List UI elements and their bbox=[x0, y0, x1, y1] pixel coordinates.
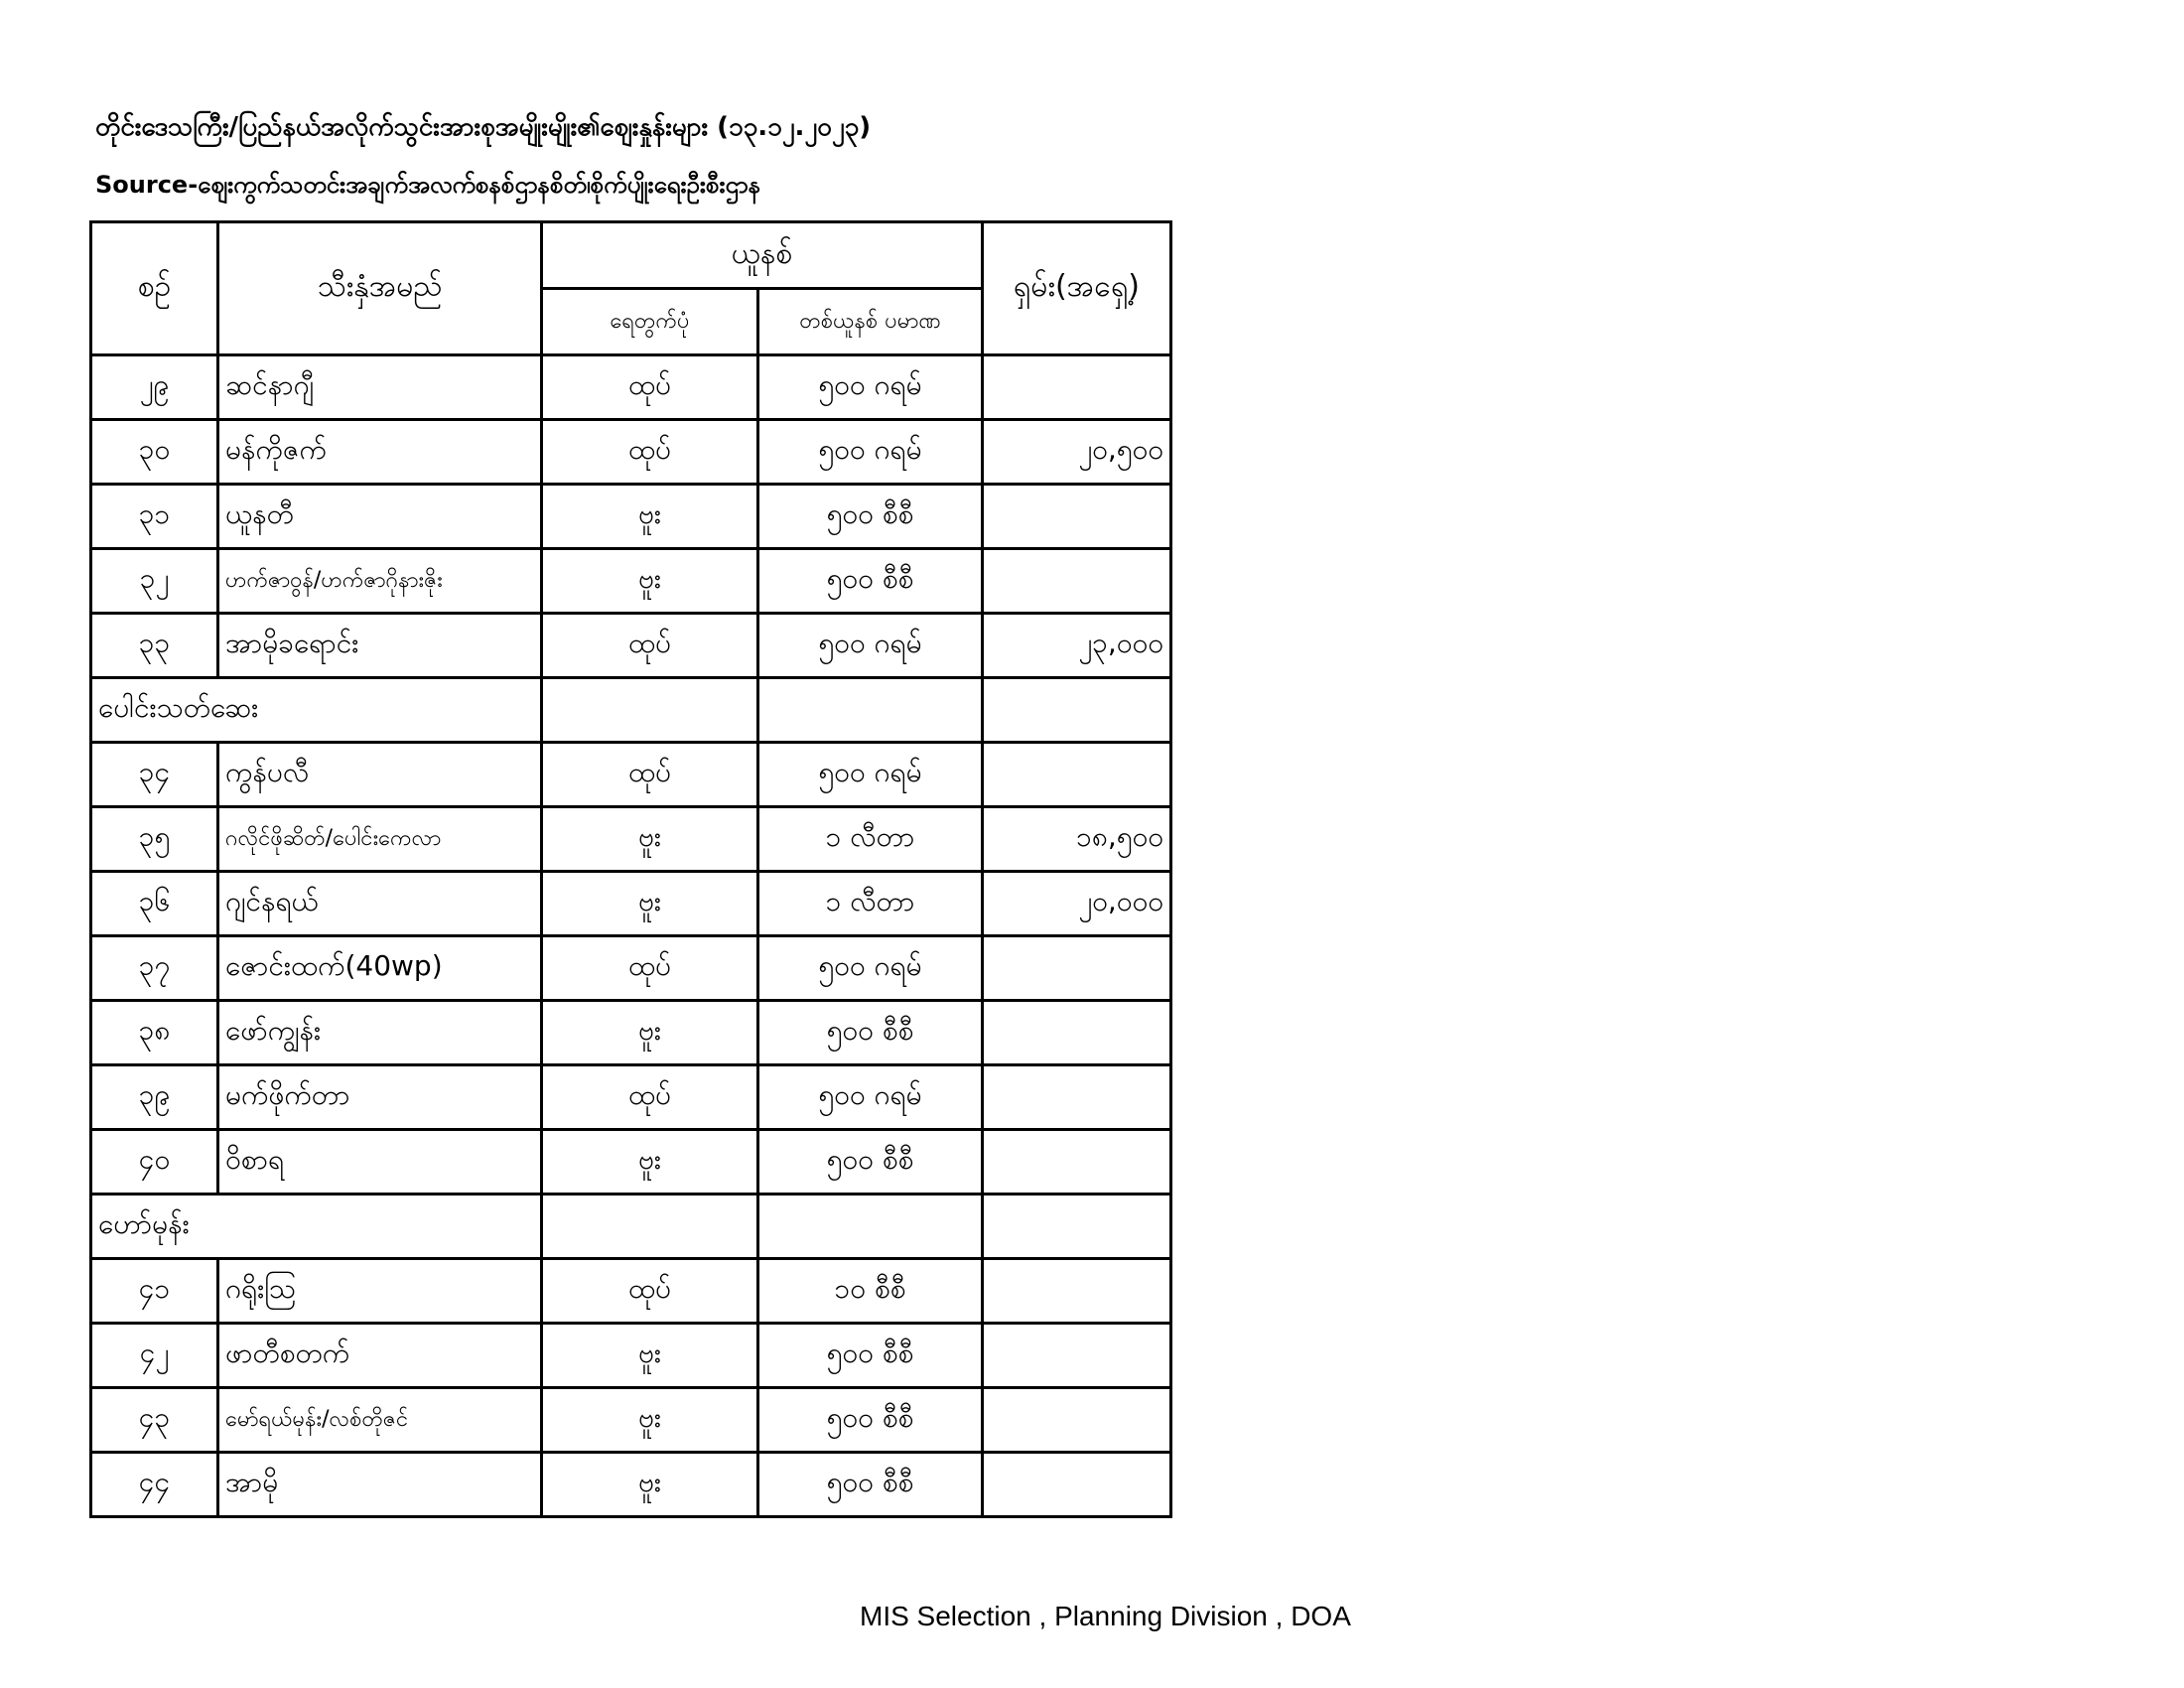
section-row-herbicide bbox=[91, 678, 1171, 743]
header-pack: ရေတွက်ပုံ bbox=[542, 289, 758, 355]
table-row bbox=[91, 1259, 1171, 1324]
row-number: ၃၀ bbox=[91, 420, 218, 485]
row-name: ယူနတီ bbox=[218, 485, 542, 549]
row-number: ၄၃ bbox=[91, 1388, 218, 1453]
row-number: ၄၂ bbox=[91, 1324, 218, 1388]
row-price bbox=[983, 485, 1171, 549]
row-size: ၅၀၀ ဂရမ် bbox=[758, 614, 983, 678]
row-size: ၅၀၀ ဂရမ် bbox=[758, 420, 983, 485]
row-pack: ဗူး bbox=[542, 1001, 758, 1065]
row-pack: ဗူး bbox=[542, 549, 758, 614]
row-price bbox=[983, 355, 1171, 420]
row-size: ၅၀၀ စီစီ bbox=[758, 485, 983, 549]
table-row bbox=[91, 420, 1171, 485]
table-cell bbox=[542, 1195, 758, 1259]
table-row bbox=[91, 1001, 1171, 1065]
header-size: တစ်ယူနစ် ပမာဏ bbox=[758, 289, 983, 355]
row-pack: ထုပ် bbox=[542, 1259, 758, 1324]
row-name: မက်ဖိုက်တာ bbox=[218, 1065, 542, 1130]
table-row bbox=[91, 355, 1171, 420]
row-price bbox=[983, 1001, 1171, 1065]
table-row bbox=[91, 1453, 1171, 1517]
price-table bbox=[89, 220, 1172, 1518]
row-number: ၃၈ bbox=[91, 1001, 218, 1065]
table-row bbox=[91, 743, 1171, 807]
row-number: ၄၀ bbox=[91, 1130, 218, 1195]
row-price bbox=[983, 1324, 1171, 1388]
row-number: ၃၂ bbox=[91, 549, 218, 614]
table-cell bbox=[758, 1195, 983, 1259]
row-name: ဟက်ဇာဝွန်/ဟက်ဇာဂိုနားဇိုး bbox=[218, 549, 542, 614]
row-price bbox=[983, 743, 1171, 807]
row-size: ၅၀၀ ဂရမ် bbox=[758, 1065, 983, 1130]
row-name: ဂရိုးဩ bbox=[218, 1259, 542, 1324]
row-price: ၂၃,၀၀၀ bbox=[983, 614, 1171, 678]
source-line: Source-ဈေးကွက်သတင်းအချက်အလက်စနစ်ဌာနစိတ်၊စိုက်ပျိုးရေးဦးစီးဌာန bbox=[95, 171, 761, 199]
table-row bbox=[91, 872, 1171, 936]
row-name: ဖာတီစတက် bbox=[218, 1324, 542, 1388]
row-number: ၃၆ bbox=[91, 872, 218, 936]
row-size: ၁ လီတာ bbox=[758, 872, 983, 936]
row-size: ၅၀၀ စီစီ bbox=[758, 1001, 983, 1065]
row-price: ၂၀,၅၀၀ bbox=[983, 420, 1171, 485]
row-number: ၄၁ bbox=[91, 1259, 218, 1324]
row-price bbox=[983, 1130, 1171, 1195]
section-row-hormone bbox=[91, 1195, 1171, 1259]
table-cell bbox=[983, 1195, 1171, 1259]
row-price: ၂၀,၀၀၀ bbox=[983, 872, 1171, 936]
table-cell bbox=[983, 678, 1171, 743]
row-pack: ထုပ် bbox=[542, 614, 758, 678]
table-row bbox=[91, 1388, 1171, 1453]
row-pack: ဗူး bbox=[542, 1324, 758, 1388]
row-size: ၁၀ စီစီ bbox=[758, 1259, 983, 1324]
row-number: ၃၃ bbox=[91, 614, 218, 678]
table-row bbox=[91, 614, 1171, 678]
row-name: ဆင်နာဂျီ bbox=[218, 355, 542, 420]
row-price bbox=[983, 549, 1171, 614]
row-size: ၅၀၀ စီစီ bbox=[758, 549, 983, 614]
row-name: ဖော်ကျွန်း bbox=[218, 1001, 542, 1065]
row-name: ဝိစာရ bbox=[218, 1130, 542, 1195]
row-size: ၅၀၀ စီစီ bbox=[758, 1388, 983, 1453]
header-price-region: ရှမ်း(အရှေ့) bbox=[983, 222, 1171, 355]
header-unit-group: ယူနစ် bbox=[542, 222, 983, 289]
row-size: ၅၀၀ ဂရမ် bbox=[758, 743, 983, 807]
row-pack: ထုပ် bbox=[542, 936, 758, 1001]
row-number: ၃၅ bbox=[91, 807, 218, 872]
header-name: သီးနှံအမည် bbox=[218, 222, 542, 355]
row-pack: ဗူး bbox=[542, 807, 758, 872]
row-number: ၃၇ bbox=[91, 936, 218, 1001]
row-number: ၃၄ bbox=[91, 743, 218, 807]
row-price bbox=[983, 1065, 1171, 1130]
row-price bbox=[983, 1259, 1171, 1324]
footer-credit: MIS Selection , Planning Division , DOA bbox=[860, 1601, 1351, 1631]
row-pack: ထုပ် bbox=[542, 1065, 758, 1130]
row-pack: ထုပ် bbox=[542, 743, 758, 807]
row-number: ၃၁ bbox=[91, 485, 218, 549]
row-price bbox=[983, 1388, 1171, 1453]
row-pack: ထုပ် bbox=[542, 355, 758, 420]
table-row bbox=[91, 807, 1171, 872]
row-name: ဂလိုင်ဖိုဆိတ်/ပေါင်းကေလာ bbox=[218, 807, 542, 872]
row-name: ဇောင်းထက်(40wp) bbox=[218, 936, 542, 1001]
row-name: အာမိုခရောင်း bbox=[218, 614, 542, 678]
row-price bbox=[983, 1453, 1171, 1517]
row-size: ၅၀၀ စီစီ bbox=[758, 1130, 983, 1195]
row-pack: ဗူး bbox=[542, 1130, 758, 1195]
table-row bbox=[91, 485, 1171, 549]
row-size: ၅၀၀ စီစီ bbox=[758, 1324, 983, 1388]
table-row bbox=[91, 1065, 1171, 1130]
row-name: အာမို bbox=[218, 1453, 542, 1517]
row-size: ၅၀၀ ဂရမ် bbox=[758, 355, 983, 420]
row-price: ၁၈,၅၀၀ bbox=[983, 807, 1171, 872]
row-pack: ထုပ် bbox=[542, 420, 758, 485]
row-number: ၂၉ bbox=[91, 355, 218, 420]
page-title: တိုင်းဒေသကြီး/ပြည်နယ်အလိုက်သွင်းအားစုအမျိုးမျိုး၏ဈေးနှုန်းများ (၁၃.၁၂.၂၀၂၃) bbox=[95, 112, 872, 142]
row-number: ၃၉ bbox=[91, 1065, 218, 1130]
row-number: ၄၄ bbox=[91, 1453, 218, 1517]
section-label: ပေါင်းသတ်ဆေး bbox=[91, 678, 542, 743]
row-name: ကွန်ပလီ bbox=[218, 743, 542, 807]
row-name: ဂျင်နရယ် bbox=[218, 872, 542, 936]
row-pack: ဗူး bbox=[542, 872, 758, 936]
table-row bbox=[91, 549, 1171, 614]
row-size: ၁ လီတာ bbox=[758, 807, 983, 872]
row-price bbox=[983, 936, 1171, 1001]
header-no: စဉ် bbox=[91, 222, 218, 355]
table-cell bbox=[542, 678, 758, 743]
section-label: ဟော်မုန်း bbox=[91, 1195, 542, 1259]
table-row bbox=[91, 936, 1171, 1001]
table-row bbox=[91, 1324, 1171, 1388]
table-row bbox=[91, 1130, 1171, 1195]
row-pack: ဗူး bbox=[542, 1453, 758, 1517]
row-name: မော်ရယ်မုန်း/လစ်တိုဇင် bbox=[218, 1388, 542, 1453]
row-size: ၅၀၀ စီစီ bbox=[758, 1453, 983, 1517]
row-pack: ဗူး bbox=[542, 485, 758, 549]
table-cell bbox=[758, 678, 983, 743]
row-name: မန်ကိုဇက် bbox=[218, 420, 542, 485]
row-pack: ဗူး bbox=[542, 1388, 758, 1453]
row-size: ၅၀၀ ဂရမ် bbox=[758, 936, 983, 1001]
